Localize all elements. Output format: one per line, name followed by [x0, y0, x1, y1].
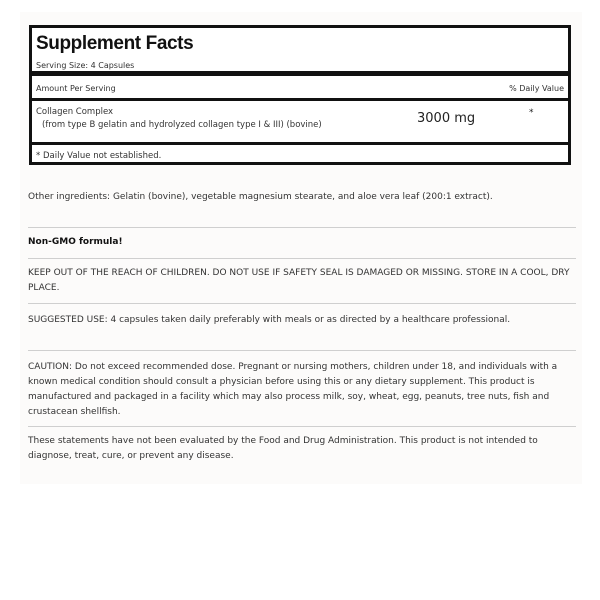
supplement-facts-panel: [29, 25, 571, 165]
divider: [28, 426, 576, 427]
divider: [28, 227, 576, 228]
divider: [28, 350, 576, 351]
non-gmo-statement: Non-GMO formula!: [28, 237, 123, 247]
other-ingredients: Other ingredients: Gelatin (bovine), vegetable magnesium stearate, and aloe vera leaf (200:1 extract).: [28, 192, 493, 202]
ingredient-row: [32, 101, 568, 145]
ingredient-amount: 3000 mg: [417, 111, 476, 126]
amount-per-serving-header: Amount Per Serving: [36, 84, 116, 93]
ingredient-daily-value: *: [529, 108, 534, 118]
ingredient-detail: (from type B gelatin and hydrolyzed collagen type I & III) (bovine): [42, 120, 322, 130]
facts-header-row: [32, 76, 568, 101]
ingredient-name: Collagen Complex: [36, 107, 114, 117]
suggested-use: SUGGESTED USE: 4 capsules taken daily preferably with meals or as directed by a healthcare professional.: [28, 315, 511, 325]
divider: [28, 258, 576, 259]
daily-value-footnote: * Daily Value not established.: [36, 151, 162, 161]
warning-statement: KEEP OUT OF THE REACH OF CHILDREN. DO NOT USE IF SAFETY SEAL IS DAMAGED OR MISSING. STORE IN A COOL, DRY PLACE.: [28, 268, 570, 293]
daily-value-header: % Daily Value: [509, 84, 564, 93]
caution-statement: CAUTION: Do not exceed recommended dose. Pregnant or nursing mothers, children under 18, and individuals with a known medical condition should consult a physician before using this or any dietary supplement. This product is manufactured and packaged in a facility which may also process milk, soy, wheat, egg, peanuts, tree nuts, fish and crustacean shellfish.: [28, 362, 558, 417]
divider: [28, 303, 576, 304]
fda-disclaimer: These statements have not been evaluated by the Food and Drug Administration. This product is not intended to diagnose, treat, cure, or prevent any disease.: [28, 436, 538, 461]
serving-size: Serving Size: 4 Capsules: [36, 61, 135, 70]
facts-title-row: [32, 28, 568, 76]
facts-title: Supplement Facts: [36, 33, 194, 54]
